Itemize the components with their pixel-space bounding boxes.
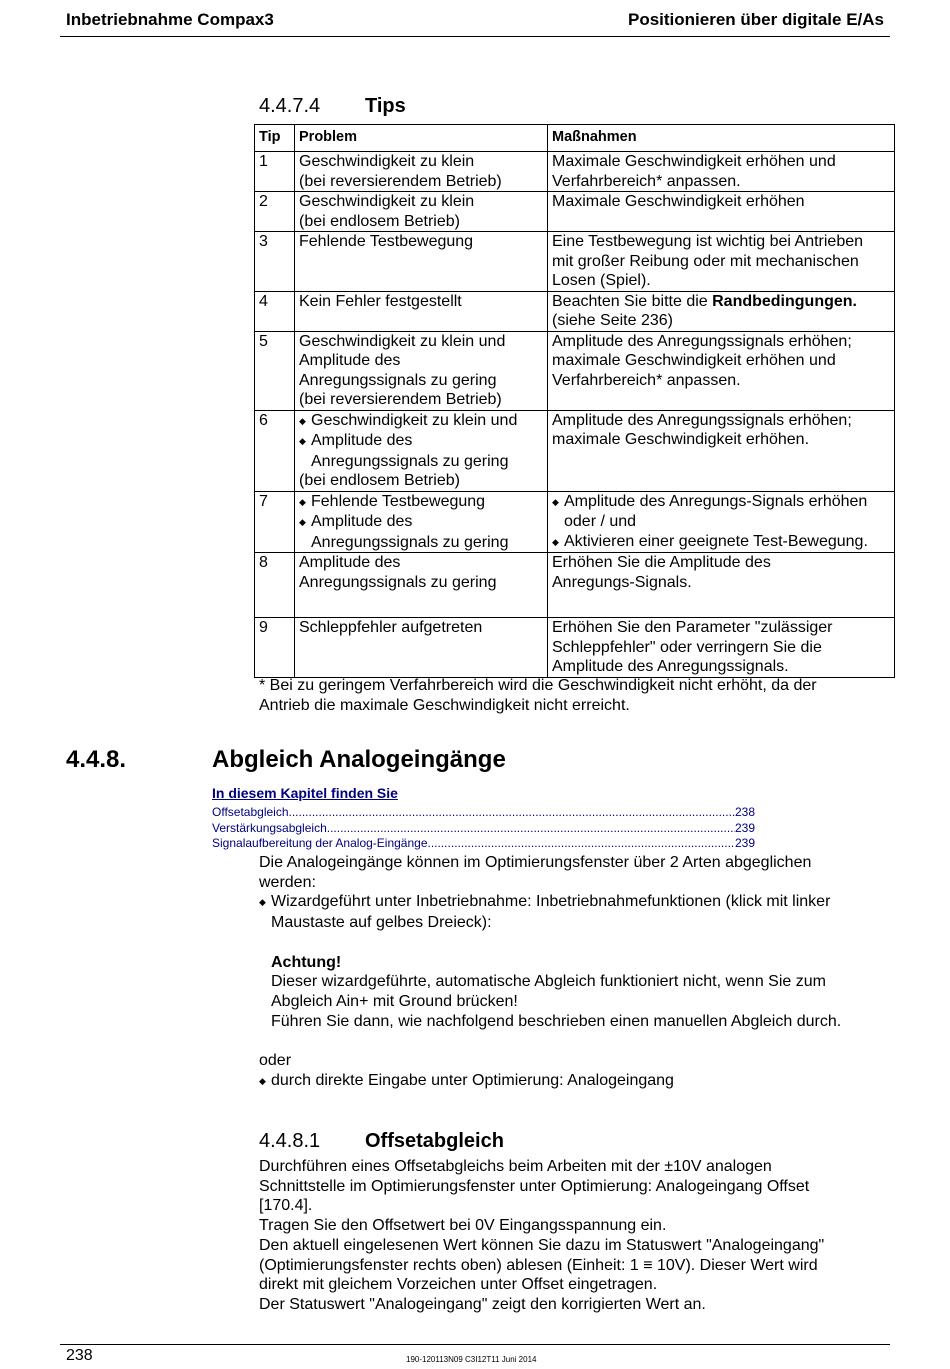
measure-cell	[548, 232, 895, 292]
problem-line: Kein Fehler festgestellt	[299, 292, 462, 310]
toc-leader	[327, 821, 735, 837]
measure-line: Erhöhen Sie die Amplitude des	[552, 554, 771, 571]
toc-page: 239	[734, 820, 755, 835]
problem-cell	[295, 232, 548, 292]
table-row	[255, 232, 895, 292]
text-line: Dieser wizardgeführte, automatische Abgleich funktioniert nicht, wenn Sie zum	[271, 973, 826, 991]
tips-heading-number: 4.4.7.4	[259, 95, 321, 117]
measure-cell	[548, 291, 895, 331]
table-row	[255, 152, 895, 192]
toc-link-signalaufbereitung[interactable]	[212, 836, 755, 852]
intro-paragraph	[259, 853, 889, 892]
problem-bullet: ◆ Fehlende Testbewegung	[299, 492, 543, 513]
randbedingungen-emphasis: Randbedingungen.	[712, 292, 857, 310]
problem-line: Geschwindigkeit zu klein und	[299, 332, 506, 350]
problem-cell	[295, 553, 548, 618]
problem-bullet: ◆ Amplitude des Anregungssignals zu gering	[299, 431, 543, 471]
header-title: Inbetriebnahme Compax3	[66, 10, 274, 29]
measure-cell	[548, 618, 895, 678]
text-line: Maustaste auf gelbes Dreieck):	[271, 914, 492, 932]
text-line: werden:	[259, 873, 316, 891]
table-row	[255, 491, 895, 553]
measure-cell	[548, 553, 895, 618]
measure-line: mit großer Reibung oder mit mechanischen	[552, 252, 859, 270]
oder-text: oder	[259, 1052, 292, 1069]
problem-line: Geschwindigkeit zu klein	[299, 193, 475, 210]
measure-cell	[548, 331, 895, 410]
problem-bullet: ◆ Amplitude des Anregungssignals zu gering	[299, 512, 543, 552]
text-line: Durchführen eines Offsetabgleichs beim Arbeiten mit der ±10V analogen	[259, 1158, 772, 1175]
tip-number: 3	[255, 232, 295, 292]
toc-leader	[428, 836, 735, 852]
tip-number: 4	[255, 291, 295, 331]
measure-line: Maximale Geschwindigkeit erhöhen	[552, 193, 805, 210]
offset-body	[259, 1157, 889, 1315]
tip-number: 8	[255, 553, 295, 618]
problem-line: Geschwindigkeit zu klein	[299, 153, 475, 170]
abgleich-heading	[66, 746, 506, 774]
text-line: Schnittstelle im Optimierungsfenster unter Optimierung: Analogeingang Offset	[259, 1177, 810, 1195]
text-line: Die Analogeingänge können im Optimierungsfenster über 2 Arten abgeglichen	[259, 854, 812, 871]
toc-label: Signalaufbereitung der Analog-Eingänge	[212, 836, 428, 850]
footnote-line: * Bei zu geringem Verfahrbereich wird die Geschwindigkeit nicht erhöht, da der	[259, 677, 817, 694]
table-row	[255, 291, 895, 331]
text-line: Führen Sie dann, wie nachfolgend beschrieben einen manuellen Abgleich durch.	[271, 1012, 842, 1030]
header-measure: Maßnahmen	[548, 125, 895, 152]
document-code: 190-120113N09 C3I12T11 Juni 2014	[406, 1355, 537, 1364]
problem-cell	[295, 618, 548, 678]
table-footnote	[259, 676, 899, 716]
warning-title: Achtung!	[271, 953, 342, 971]
text-line: [170.4].	[259, 1197, 313, 1215]
problem-cell	[295, 331, 548, 410]
tip-number: 9	[255, 618, 295, 678]
problem-line: Schleppfehler aufgetreten	[299, 619, 483, 636]
text-line: Den aktuell eingelesenen Wert können Sie dazu im Statuswert "Analogeingang"	[259, 1236, 825, 1254]
problem-cell	[295, 491, 548, 553]
measure-cell	[548, 491, 895, 553]
header-tip: Tip	[255, 125, 295, 152]
measure-line: Verfahrbereich* anpassen.	[552, 172, 741, 190]
text-line: Der Statuswert "Analogeingang" zeigt den korrigierten Wert an.	[259, 1295, 706, 1313]
measure-line: Amplitude des Anregungssignals.	[552, 658, 789, 675]
toc-link-verstaerkungsabgleich[interactable]	[212, 821, 755, 837]
measure-bullet: ◆ Amplitude des Anregungs-Signals erhöhen oder / und	[552, 492, 890, 532]
abgleich-body	[259, 853, 889, 1091]
toc-label: Offsetabgleich	[212, 805, 289, 819]
measure-line: maximale Geschwindigkeit erhöhen und	[552, 352, 836, 369]
problem-line: Amplitude des	[299, 554, 401, 571]
toc-leader	[289, 805, 735, 821]
tip-number: 6	[255, 410, 295, 491]
page-header	[60, 0, 890, 37]
table-header-row	[255, 125, 895, 152]
text-line: Wizardgeführt unter Inbetriebnahme: Inbetriebnahmefunktionen (klick mit linker	[271, 893, 831, 911]
table-row	[255, 618, 895, 678]
tips-heading-title: Tips	[365, 95, 406, 117]
problem-line: Amplitude des	[299, 352, 401, 369]
offset-heading-number: 4.4.8.1	[259, 1130, 321, 1152]
measure-cell	[548, 410, 895, 491]
measure-line: Losen (Spiel).	[552, 272, 651, 289]
problem-cell	[295, 152, 548, 192]
tip-number: 5	[255, 331, 295, 410]
problem-line: (bei endlosem Betrieb)	[299, 212, 460, 230]
measure-cell	[548, 152, 895, 192]
measure-line: Beachten Sie bitte die	[552, 292, 713, 310]
tips-heading	[259, 95, 406, 118]
tip-number: 2	[255, 192, 295, 232]
measure-line: Eine Testbewegung ist wichtig bei Antrieben	[552, 233, 864, 250]
abgleich-heading-number: 4.4.8.	[66, 746, 127, 773]
problem-line: (bei endlosem Betrieb)	[299, 472, 460, 489]
problem-cell	[295, 410, 548, 491]
measure-cell	[548, 192, 895, 232]
text-line: Abgleich Ain+ mit Ground brücken!	[271, 992, 518, 1010]
table-row	[255, 192, 895, 232]
tip-number: 7	[255, 491, 295, 553]
measure-line: Erhöhen Sie den Parameter "zulässiger	[552, 619, 833, 636]
tips-table	[254, 124, 895, 678]
text-line: direkt mit gleichem Vorzeichen unter Offset eingetragen.	[259, 1276, 658, 1294]
offset-heading-title: Offsetabgleich	[365, 1130, 504, 1152]
toc-heading-link[interactable]: In diesem Kapitel finden Sie	[212, 785, 398, 801]
measure-line: Amplitude des Anregungssignals erhöhen;	[552, 411, 852, 429]
footnote-line: Antrieb die maximale Geschwindigkeit nicht erreicht.	[259, 697, 630, 714]
table-row	[255, 410, 895, 491]
measure-line: Anregungs-Signals.	[552, 573, 692, 591]
problem-line: Fehlende Testbewegung	[299, 233, 474, 250]
measure-line: Amplitude des Anregungssignals erhöhen;	[552, 332, 852, 350]
tip-number: 1	[255, 152, 295, 192]
problem-line: (bei reversierendem Betrieb)	[299, 391, 502, 408]
measure-line: Verfahrbereich* anpassen.	[552, 371, 741, 389]
problem-line: Anregungssignals zu gering	[299, 573, 497, 591]
measure-line: (siehe Seite 236)	[552, 312, 673, 329]
text-line: (Optimierungsfenster rechts oben) ablesen (Einheit: 1 ≡ 10V). Dieser Wert wird	[259, 1256, 818, 1274]
method-bullet-direct: ◆ durch direkte Eingabe unter Optimierung: Analogeingang	[259, 1071, 889, 1092]
problem-bullet: ◆ Geschwindigkeit zu klein und	[299, 411, 543, 432]
header-problem: Problem	[295, 125, 548, 152]
offset-heading	[259, 1130, 504, 1153]
chapter-toc	[212, 805, 755, 852]
measure-line: Schleppfehler" oder verringern Sie die	[552, 638, 822, 656]
text-line: Tragen Sie den Offsetwert bei 0V Eingangsspannung ein.	[259, 1217, 667, 1235]
header-section: Positionieren über digitale E/As	[628, 10, 884, 29]
problem-line: (bei reversierendem Betrieb)	[299, 172, 502, 190]
toc-label: Verstärkungsabgleich	[212, 820, 327, 835]
method-bullet-wizard	[259, 892, 889, 932]
toc-page: 238	[734, 805, 755, 819]
page-number: 238	[66, 1347, 93, 1364]
warning-block	[259, 953, 889, 1032]
measure-bullet: ◆ Aktivieren einer geeignete Test-Bewegung.	[552, 532, 890, 553]
table-row	[255, 553, 895, 618]
problem-cell	[295, 291, 548, 331]
problem-line: Anregungssignals zu gering	[299, 371, 497, 389]
problem-cell	[295, 192, 548, 232]
toc-page: 239	[734, 836, 755, 850]
abgleich-heading-title: Abgleich Analogeingänge	[212, 746, 506, 773]
page-footer	[60, 1344, 890, 1364]
toc-link-offsetabgleich[interactable]	[212, 805, 755, 821]
measure-line: maximale Geschwindigkeit erhöhen.	[552, 431, 810, 448]
measure-line: Maximale Geschwindigkeit erhöhen und	[552, 153, 836, 170]
table-row	[255, 331, 895, 410]
